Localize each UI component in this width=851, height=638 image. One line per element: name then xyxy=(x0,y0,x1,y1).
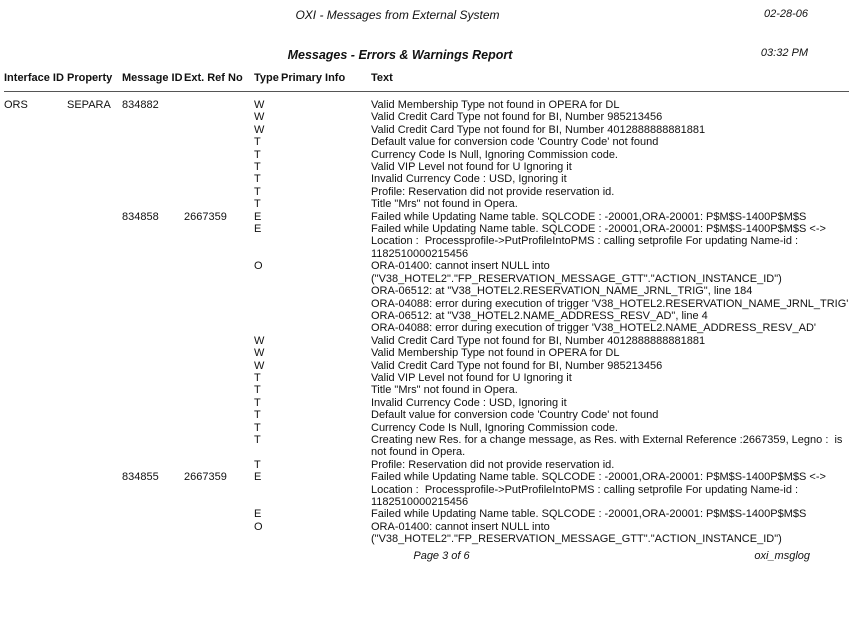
column-header-property: Property xyxy=(67,72,122,92)
cell-ext-ref-no xyxy=(184,434,254,459)
table-row xyxy=(4,360,849,372)
cell-type: E xyxy=(254,471,262,484)
cell-message-id xyxy=(122,521,184,546)
cell-interface-id xyxy=(4,335,67,347)
cell-property xyxy=(67,173,122,185)
cell-message-id xyxy=(122,459,184,471)
cell-primary-info xyxy=(281,384,371,396)
cell-property xyxy=(67,347,122,359)
cell-interface-id xyxy=(4,223,67,260)
cell-type: W xyxy=(254,359,265,372)
cell-type: E xyxy=(254,210,262,223)
cell-primary-info xyxy=(281,111,371,123)
cell-ext-ref-no xyxy=(184,92,254,112)
table-row xyxy=(4,459,849,471)
cell-text: Valid Membership Type not found in OPERA for DL xyxy=(371,347,620,360)
cell-text: Invalid Currency Code : USD, Ignoring it xyxy=(371,173,567,186)
cell-property xyxy=(67,471,122,508)
cell-message-id xyxy=(122,422,184,434)
cell-property xyxy=(67,360,122,372)
cell-ext-ref-no xyxy=(184,521,254,546)
cell-ext-ref-no xyxy=(184,409,254,421)
cell-message-id xyxy=(122,409,184,421)
cell-type: W xyxy=(254,111,265,124)
cell-interface-id xyxy=(4,397,67,409)
cell-text: Failed while Updating Name table. SQLCODE : -20001,ORA-20001: P$M$S-1400P$M$S xyxy=(371,210,807,223)
cell-interface-id xyxy=(4,211,67,223)
cell-message-id xyxy=(122,136,184,148)
table-row xyxy=(4,136,849,148)
cell-ext-ref-no xyxy=(184,360,254,372)
cell-primary-info xyxy=(281,161,371,173)
cell-property xyxy=(67,409,122,421)
cell-type: T xyxy=(254,198,261,211)
cell-interface-id xyxy=(4,161,67,173)
cell-message-id xyxy=(122,360,184,372)
table-row xyxy=(4,347,849,359)
cell-primary-info xyxy=(281,198,371,210)
cell-ext-ref-no xyxy=(184,335,254,347)
cell-property xyxy=(67,434,122,459)
cell-text: Failed while Updating Name table. SQLCODE : -20001,ORA-20001: P$M$S-1400P$M$S <-> Location : Processprofile->PutProfileIntoPMS : calling setprofile For updating Name-id : 1182510000215456 xyxy=(371,223,826,260)
cell-interface-id xyxy=(4,459,67,471)
cell-interface-id: ORS xyxy=(4,99,28,111)
cell-primary-info xyxy=(281,136,371,148)
cell-primary-info xyxy=(281,149,371,161)
cell-type: W xyxy=(254,334,265,347)
cell-message-id xyxy=(122,223,184,260)
table-row xyxy=(4,521,849,546)
cell-message-id xyxy=(122,434,184,459)
cell-text: Valid Membership Type not found in OPERA for DL xyxy=(371,99,620,111)
table-row xyxy=(4,434,849,459)
table-row xyxy=(4,161,849,173)
cell-text: Profile: Reservation did not provide reservation id. xyxy=(371,458,615,471)
cell-ext-ref-no xyxy=(184,459,254,471)
cell-primary-info xyxy=(281,335,371,347)
table-row xyxy=(4,372,849,384)
column-header-ext-ref-no: Ext. Ref No xyxy=(184,72,254,92)
table-row xyxy=(4,260,849,334)
cell-type: O xyxy=(254,520,263,533)
cell-message-id xyxy=(122,372,184,384)
cell-primary-info xyxy=(281,211,371,223)
cell-text: Valid Credit Card Type not found for BI, Number 985213456 xyxy=(371,111,663,124)
cell-primary-info xyxy=(281,92,371,112)
report-time: 03:32 PM xyxy=(760,47,808,59)
report-title: Messages - Errors & Warnings Report xyxy=(287,48,513,62)
cell-message-id xyxy=(122,397,184,409)
table-row xyxy=(4,409,849,421)
cell-primary-info xyxy=(281,397,371,409)
cell-message-id xyxy=(122,111,184,123)
cell-primary-info xyxy=(281,260,371,334)
cell-message-id xyxy=(122,173,184,185)
cell-text: Valid VIP Level not found for U Ignoring it xyxy=(371,161,572,174)
cell-ext-ref-no xyxy=(184,136,254,148)
table-row xyxy=(4,149,849,161)
cell-ext-ref-no xyxy=(184,149,254,161)
page-indicator: Page 3 of 6 xyxy=(413,550,470,562)
cell-property xyxy=(67,372,122,384)
cell-ext-ref-no xyxy=(184,173,254,185)
cell-primary-info xyxy=(281,434,371,459)
cell-text: Valid VIP Level not found for U Ignoring it xyxy=(371,371,572,384)
cell-type: W xyxy=(254,99,265,111)
cell-type: T xyxy=(254,148,261,161)
cell-property xyxy=(67,384,122,396)
cell-ext-ref-no xyxy=(184,186,254,198)
cell-primary-info xyxy=(281,471,371,508)
messages-table xyxy=(4,72,849,546)
cell-property xyxy=(67,186,122,198)
cell-property xyxy=(67,508,122,520)
cell-primary-info xyxy=(281,508,371,520)
cell-property xyxy=(67,397,122,409)
column-header-message-id: Message ID xyxy=(122,72,184,92)
cell-ext-ref-no xyxy=(184,508,254,520)
cell-message-id xyxy=(122,384,184,396)
cell-interface-id xyxy=(4,347,67,359)
messages-table-body xyxy=(4,92,849,546)
cell-message-id xyxy=(122,335,184,347)
report-date: 02-28-06 xyxy=(763,8,808,20)
cell-ext-ref-no xyxy=(184,223,254,260)
cell-ext-ref-no xyxy=(184,347,254,359)
cell-primary-info xyxy=(281,422,371,434)
table-row xyxy=(4,508,849,520)
cell-primary-info xyxy=(281,459,371,471)
column-header-interface-id: Interface ID xyxy=(4,72,67,92)
cell-ext-ref-no: 2667359 xyxy=(184,471,227,484)
table-row xyxy=(4,422,849,434)
cell-primary-info xyxy=(281,409,371,421)
cell-ext-ref-no xyxy=(184,372,254,384)
cell-property xyxy=(67,521,122,546)
cell-property xyxy=(67,198,122,210)
cell-type: T xyxy=(254,173,261,186)
cell-text: Currency Code Is Null, Ignoring Commission code. xyxy=(371,421,618,434)
cell-property xyxy=(67,223,122,260)
cell-type: T xyxy=(254,371,261,384)
cell-interface-id xyxy=(4,372,67,384)
cell-message-id xyxy=(122,347,184,359)
table-row xyxy=(4,198,849,210)
cell-message-id xyxy=(122,161,184,173)
table-row xyxy=(4,223,849,260)
cell-text: ORA-01400: cannot insert NULL into ("V38_HOTEL2"."FP_RESERVATION_MESSAGE_GTT"."ACTION_INSTANCE_ID") ORA-06512: at "V38_HOTEL2.RESERVATION_NAME_JRNL_TRIG", line 184 ORA-04088: error during execution of trigger 'V38_HOTEL2.RESERVATION_NAME_JRNL_TRIG' ORA-06512: at "V38_HOTEL2.NAME_ADDRESS_RESV_AD", line 4 ORA-04088: error during execution of trigger 'V38_HOTEL2.NAME_ADDRESS_RESV_AD' xyxy=(371,260,849,335)
cell-interface-id xyxy=(4,260,67,334)
cell-interface-id xyxy=(4,409,67,421)
cell-text: Title "Mrs" not found in Opera. xyxy=(371,384,518,397)
table-row xyxy=(4,471,849,508)
cell-text: Invalid Currency Code : USD, Ignoring it xyxy=(371,396,567,409)
cell-property: SEPARA xyxy=(67,99,111,111)
cell-text: Currency Code Is Null, Ignoring Commission code. xyxy=(371,148,618,161)
cell-interface-id xyxy=(4,471,67,508)
cell-text: Valid Credit Card Type not found for BI, Number 985213456 xyxy=(371,359,663,372)
cell-message-id: 834858 xyxy=(122,210,159,223)
cell-text: Valid Credit Card Type not found for BI, Number 4012888888881881 xyxy=(371,123,706,136)
cell-text: Failed while Updating Name table. SQLCODE : -20001,ORA-20001: P$M$S-1400P$M$S xyxy=(371,508,807,521)
cell-ext-ref-no xyxy=(184,161,254,173)
cell-type: T xyxy=(254,409,261,422)
cell-interface-id xyxy=(4,124,67,136)
cell-primary-info xyxy=(281,372,371,384)
table-row xyxy=(4,111,849,123)
cell-type: T xyxy=(254,396,261,409)
report-system-title: OXI - Messages from External System xyxy=(295,8,500,22)
cell-primary-info xyxy=(281,223,371,260)
cell-interface-id xyxy=(4,384,67,396)
cell-type: T xyxy=(254,384,261,397)
table-row xyxy=(4,335,849,347)
cell-interface-id xyxy=(4,422,67,434)
cell-type: T xyxy=(254,433,261,446)
cell-interface-id xyxy=(4,186,67,198)
cell-ext-ref-no xyxy=(184,397,254,409)
table-row xyxy=(4,124,849,136)
cell-type: O xyxy=(254,260,263,273)
cell-interface-id xyxy=(4,173,67,185)
cell-message-id xyxy=(122,124,184,136)
table-row xyxy=(4,186,849,198)
cell-type: T xyxy=(254,458,261,471)
cell-ext-ref-no xyxy=(184,260,254,334)
cell-type: T xyxy=(254,136,261,149)
cell-message-id: 834855 xyxy=(122,471,159,484)
cell-text: Failed while Updating Name table. SQLCODE : -20001,ORA-20001: P$M$S-1400P$M$S <-> Location : Processprofile->PutProfileIntoPMS : calling setprofile For updating Name-id : 1182510000215456 xyxy=(371,471,826,508)
cell-type: E xyxy=(254,508,262,521)
cell-type: W xyxy=(254,347,265,360)
cell-text: Default value for conversion code 'Country Code' not found xyxy=(371,409,659,422)
column-header-type: Type xyxy=(254,72,281,92)
cell-property xyxy=(67,459,122,471)
cell-interface-id xyxy=(4,521,67,546)
cell-message-id xyxy=(122,186,184,198)
cell-interface-id xyxy=(4,434,67,459)
cell-text: Default value for conversion code 'Country Code' not found xyxy=(371,136,659,149)
cell-property xyxy=(67,422,122,434)
cell-message-id: 834882 xyxy=(122,99,159,111)
cell-property xyxy=(67,335,122,347)
cell-text: Creating new Res. for a change message, as Res. with External Reference :2667359, Legno : is not found in Opera. xyxy=(371,433,843,459)
cell-ext-ref-no xyxy=(184,198,254,210)
cell-primary-info xyxy=(281,360,371,372)
messages-table-header xyxy=(4,72,849,92)
cell-ext-ref-no xyxy=(184,111,254,123)
cell-ext-ref-no: 2667359 xyxy=(184,210,227,223)
cell-interface-id xyxy=(4,198,67,210)
cell-property xyxy=(67,136,122,148)
cell-message-id xyxy=(122,149,184,161)
table-row xyxy=(4,211,849,223)
header-row xyxy=(4,72,849,92)
table-row xyxy=(4,173,849,185)
cell-message-id xyxy=(122,508,184,520)
cell-primary-info xyxy=(281,186,371,198)
cell-type: T xyxy=(254,185,261,198)
table-row xyxy=(4,384,849,396)
cell-property xyxy=(67,211,122,223)
cell-interface-id xyxy=(4,360,67,372)
cell-text: ORA-01400: cannot insert NULL into ("V38_HOTEL2"."FP_RESERVATION_MESSAGE_GTT"."ACTION_INSTANCE_ID") xyxy=(371,520,782,546)
column-header-primary-info: Primary Info xyxy=(281,72,371,92)
cell-property xyxy=(67,260,122,334)
cell-property xyxy=(67,149,122,161)
cell-ext-ref-no xyxy=(184,422,254,434)
cell-text: Title "Mrs" not found in Opera. xyxy=(371,198,518,211)
cell-ext-ref-no xyxy=(184,124,254,136)
cell-interface-id xyxy=(4,149,67,161)
table-row xyxy=(4,92,849,112)
cell-message-id xyxy=(122,198,184,210)
cell-primary-info xyxy=(281,124,371,136)
cell-type: E xyxy=(254,223,262,236)
cell-message-id xyxy=(122,260,184,334)
cell-primary-info xyxy=(281,173,371,185)
cell-ext-ref-no xyxy=(184,384,254,396)
cell-primary-info xyxy=(281,347,371,359)
cell-interface-id xyxy=(4,508,67,520)
cell-text: Valid Credit Card Type not found for BI, Number 4012888888881881 xyxy=(371,334,706,347)
cell-interface-id xyxy=(4,111,67,123)
column-header-text: Text xyxy=(371,72,849,92)
cell-interface-id xyxy=(4,136,67,148)
table-row xyxy=(4,397,849,409)
cell-property xyxy=(67,124,122,136)
report-code: oxi_msglog xyxy=(754,550,810,562)
cell-type: T xyxy=(254,421,261,434)
cell-property xyxy=(67,161,122,173)
cell-type: T xyxy=(254,161,261,174)
cell-text: Profile: Reservation did not provide reservation id. xyxy=(371,185,615,198)
cell-type: W xyxy=(254,123,265,136)
cell-property xyxy=(67,111,122,123)
cell-primary-info xyxy=(281,521,371,546)
